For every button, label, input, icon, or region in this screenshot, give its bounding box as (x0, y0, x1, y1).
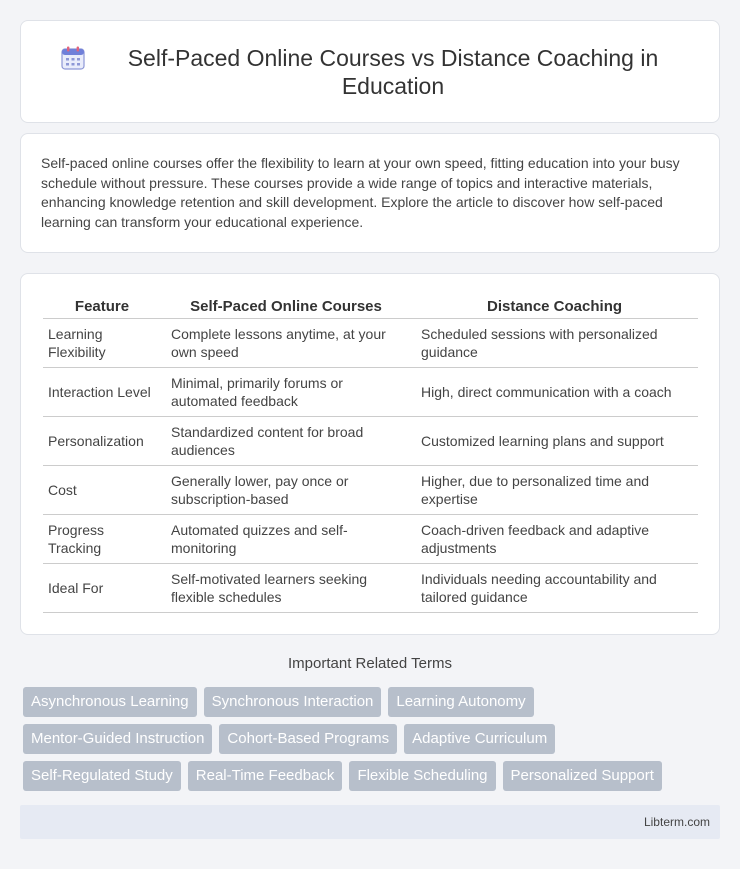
distance-coaching-cell: Scheduled sessions with personalized guidance (411, 318, 698, 367)
table-row (43, 416, 698, 465)
feature-cell: Learning Flexibility (43, 318, 161, 367)
calendar-icon (60, 45, 86, 71)
self-paced-cell: Complete lessons anytime, at your own speed (161, 318, 411, 367)
page-title: Self-Paced Online Courses vs Distance Coaching in Education (127, 44, 659, 99)
feature-cell: Ideal For (43, 563, 161, 612)
self-paced-cell: Self-motivated learners seeking flexible schedules (161, 563, 411, 612)
feature-cell: Progress Tracking (43, 514, 161, 563)
term-tag[interactable]: Self-Regulated Study (23, 761, 181, 791)
term-tag[interactable]: Cohort-Based Programs (219, 724, 397, 754)
distance-coaching-cell: High, direct communication with a coach (411, 367, 698, 416)
table-row (43, 367, 698, 416)
tag-row (23, 724, 723, 754)
term-tag[interactable]: Learning Autonomy (388, 687, 533, 717)
tag-row (23, 761, 723, 791)
title-wrap (60, 44, 680, 100)
table-row (43, 514, 698, 563)
distance-coaching-cell: Higher, due to personalized time and expertise (411, 465, 698, 514)
term-tag[interactable]: Real-Time Feedback (188, 761, 343, 791)
self-paced-cell: Generally lower, pay once or subscription-based (161, 465, 411, 514)
footer (20, 805, 720, 839)
term-tag[interactable]: Asynchronous Learning (23, 687, 197, 717)
term-tag[interactable]: Synchronous Interaction (204, 687, 382, 717)
header-feature: Feature (43, 296, 161, 318)
table-row (43, 465, 698, 514)
term-tag[interactable]: Mentor-Guided Instruction (23, 724, 212, 754)
self-paced-cell: Standardized content for broad audiences (161, 416, 411, 465)
distance-coaching-cell: Customized learning plans and support (411, 416, 698, 465)
related-terms (23, 687, 723, 798)
term-tag[interactable]: Flexible Scheduling (349, 761, 495, 791)
feature-cell: Interaction Level (43, 367, 161, 416)
comparison-table (43, 296, 698, 613)
header-self-paced: Self-Paced Online Courses (161, 296, 411, 318)
term-tag[interactable]: Adaptive Curriculum (404, 724, 555, 754)
comparison-card (20, 273, 720, 635)
related-terms-title: Important Related Terms (288, 655, 452, 672)
intro-paragraph: Self-paced online courses offer the flexibility to learn at your own speed, fitting education into your busy schedule without pressure. These courses provide a wide range of topics and interactive materials, enhancing knowledge retention and skill development. Explore the article to discover how self-paced learning can transform your educational experience. (41, 155, 680, 230)
tag-row (23, 687, 723, 717)
intro-card (20, 133, 720, 253)
title-card (20, 20, 720, 123)
self-paced-cell: Minimal, primarily forums or automated feedback (161, 367, 411, 416)
table-row (43, 563, 698, 612)
distance-coaching-cell: Individuals needing accountability and tailored guidance (411, 563, 698, 612)
header-distance-coaching: Distance Coaching (411, 296, 698, 318)
feature-cell: Personalization (43, 416, 161, 465)
table-header-row (43, 296, 698, 318)
self-paced-cell: Automated quizzes and self-monitoring (161, 514, 411, 563)
feature-cell: Cost (43, 465, 161, 514)
table-row (43, 318, 698, 367)
footer-site-link[interactable]: Libterm.com (643, 815, 710, 829)
term-tag[interactable]: Personalized Support (503, 761, 662, 791)
distance-coaching-cell: Coach-driven feedback and adaptive adjustments (411, 514, 698, 563)
